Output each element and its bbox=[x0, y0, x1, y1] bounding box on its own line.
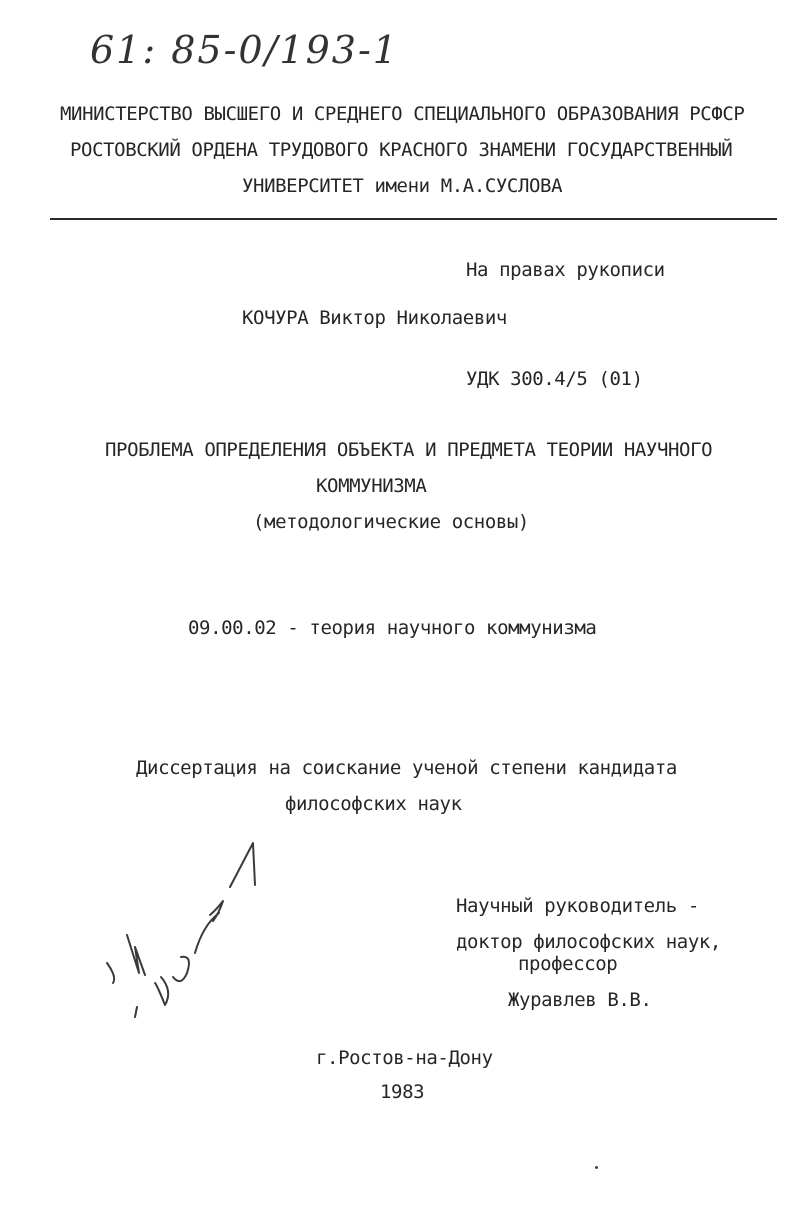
supervisor-degree: доктор философских наук, bbox=[456, 931, 721, 953]
header-divider bbox=[50, 218, 777, 220]
title-line-2: КОММУНИЗМА bbox=[316, 475, 427, 497]
place: г.Ростов-на-Дону bbox=[316, 1047, 493, 1069]
header-line-2: РОСТОВСКИЙ ОРДЕНА ТРУДОВОГО КРАСНОГО ЗНАМЕНИ ГОСУДАРСТВЕННЫЙ bbox=[70, 139, 733, 161]
year: 1983 bbox=[380, 1081, 425, 1103]
rights-note: На правах рукописи bbox=[466, 259, 665, 281]
supervisor-name: Журавлев В.В. bbox=[508, 989, 652, 1011]
specialty-code: 09.00.02 - теория научного коммунизма bbox=[188, 617, 597, 639]
header-line-1: МИНИСТЕРСТВО ВЫСШЕГО И СРЕДНЕГО СПЕЦИАЛЬНОГО ОБРАЗОВАНИЯ РСФСР bbox=[60, 103, 745, 125]
supervisor-role: Научный руководитель - bbox=[456, 895, 699, 917]
dissertation-line-2: философских наук bbox=[285, 793, 462, 815]
header-line-3: УНИВЕРСИТЕТ имени М.А.СУСЛОВА bbox=[242, 175, 563, 197]
udc-code: УДК 300.4/5 (01) bbox=[466, 368, 643, 390]
dissertation-line-1: Диссертация на соискание ученой степени кандидата bbox=[136, 757, 677, 779]
handwritten-signature bbox=[95, 835, 275, 1020]
handwritten-catalog-code: 61: 85-0/193-1 bbox=[90, 28, 399, 72]
author-name: КОЧУРА Виктор Николаевич bbox=[242, 307, 507, 329]
title-subtitle: (методологические основы) bbox=[253, 511, 529, 533]
scan-speck bbox=[595, 1166, 598, 1169]
supervisor-rank: профессор bbox=[518, 953, 618, 975]
title-line-1: ПРОБЛЕМА ОПРЕДЕЛЕНИЯ ОБЪЕКТА И ПРЕДМЕТА ТЕОРИИ НАУЧНОГО bbox=[105, 439, 713, 461]
